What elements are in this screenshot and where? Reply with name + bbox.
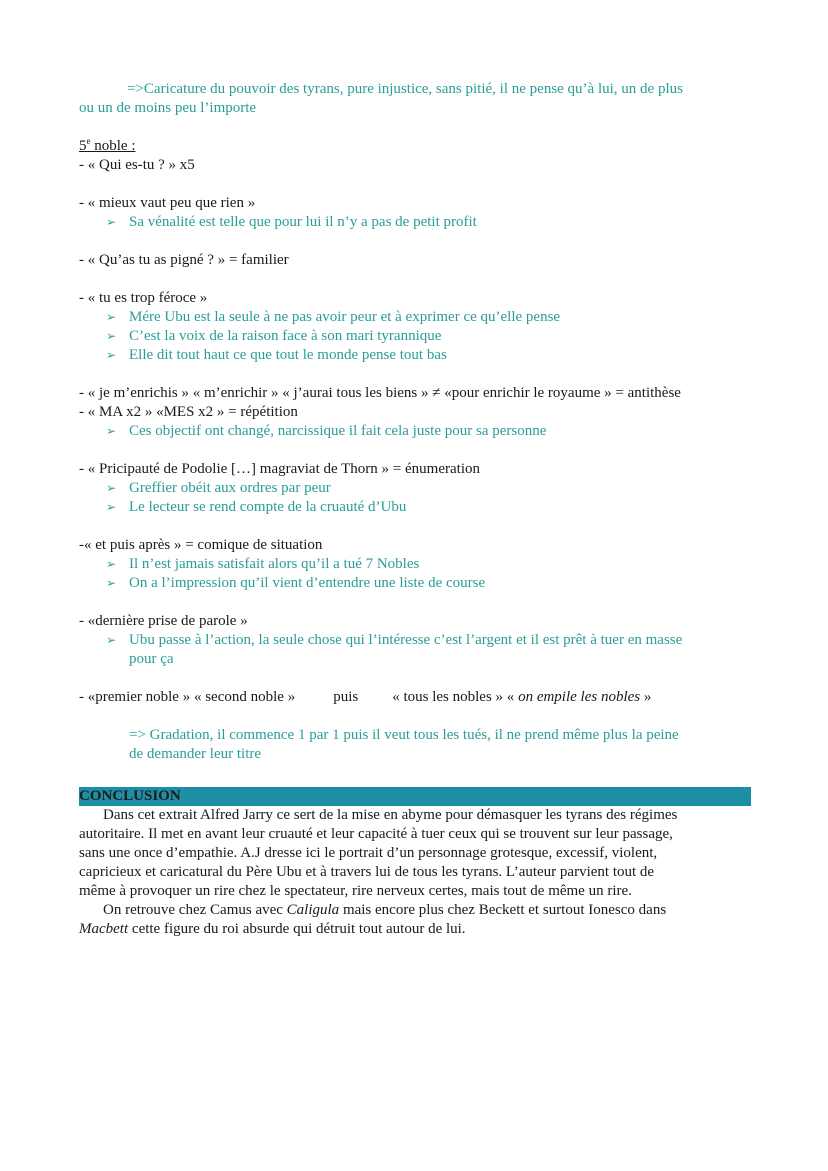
bullet-text: Elle dit tout haut ce que tout le monde pense tout bas — [129, 347, 447, 363]
gradation-line-1: => Gradation, il commence 1 par 1 puis il veut tous les tués, il ne prend même plus la peine — [129, 727, 679, 743]
item-qui: - « Qui es-tu ? » x5 — [79, 157, 195, 173]
item-pigne: - « Qu’as tu as pigné ? » = familier — [79, 252, 289, 268]
item-mieux: - « mieux vaut peu que rien » — [79, 195, 256, 211]
arrowhead-bullet-icon: ➢ — [106, 633, 117, 647]
item-premier — [79, 688, 751, 707]
conclusion-p2-caligula: Caligula — [286, 902, 340, 918]
arrowhead-bullet-icon: ➢ — [106, 500, 117, 514]
bullet-text: Ces objectif ont changé, narcissique il fait cela juste pour sa personne — [129, 423, 547, 439]
section-heading — [79, 137, 751, 156]
conclusion-p1-line-4: capricieux et caricatural du Père Ubu et à travers lui de tous les tyrans. L’auteur parvient tout de — [79, 864, 655, 880]
arrowhead-bullet-icon: ➢ — [106, 481, 117, 495]
premier-part-b: « tous les nobles » « — [392, 689, 519, 705]
conclusion-paragraph-1 — [79, 806, 751, 901]
bullet-text: Sa vénalité est telle que pour lui il n’y a pas de petit profit — [129, 214, 477, 230]
bullet-text — [129, 631, 751, 669]
bullet-item — [79, 574, 751, 593]
heading-superscript: e — [86, 136, 91, 146]
conclusion-paragraph-2 — [79, 901, 751, 939]
bullet-text: Mére Ubu est la seule à ne pas avoir peur et à exprimer ce qu’elle pense — [129, 309, 561, 325]
conclusion-p1-line-2: autoritaire. Il met en avant leur cruauté et leur capacité à tuer ceux qui se trouvent sur leur passage, — [79, 826, 673, 842]
bullet-text: Greffier obéit aux ordres par peur — [129, 480, 331, 496]
bullet-item — [79, 555, 751, 574]
conclusion-p2-part-a: On retrouve chez Camus avec — [103, 902, 287, 918]
gradation-line-2: de demander leur titre — [129, 746, 262, 762]
conclusion-p1-line-5: même à provoquer un rire chez le spectateur, rire nerveux certes, mais tout de même un rire. — [79, 883, 632, 899]
item-feroce: - « tu es trop féroce » — [79, 290, 208, 306]
bullet-item — [79, 498, 751, 517]
bullet-item — [79, 479, 751, 498]
arrowhead-bullet-icon: ➢ — [106, 424, 117, 438]
bullet-text: On a l’impression qu’il vient d’entendre une liste de course — [129, 575, 486, 591]
premier-part-a: - «premier noble » « second noble » — [79, 689, 296, 705]
conclusion-p2-macbett: Macbett — [79, 921, 129, 937]
bullet-item — [79, 308, 751, 327]
arrowhead-bullet-icon: ➢ — [106, 329, 117, 343]
arrowhead-bullet-icon: ➢ — [106, 557, 117, 571]
bullet-item — [79, 346, 751, 365]
item-apres: -« et puis après » = comique de situation — [79, 537, 323, 553]
intro-line-1: =>Caricature du pouvoir des tyrans, pure injustice, sans pitié, il ne pense qu’à lui, un de plus — [127, 81, 683, 97]
bullet-text: C’est la voix de la raison face à son mari tyrannique — [129, 328, 442, 344]
premier-emphasis: on empile les nobles — [518, 689, 641, 705]
arrowhead-bullet-icon: ➢ — [106, 310, 117, 324]
item-ma: - « MA x2 » «MES x2 » = répétition — [79, 404, 298, 420]
premier-puis: puis — [333, 689, 359, 705]
bullet-text-line-1: Ubu passe à l’action, la seule chose qui l’intéresse c’est l’argent et il est prêt à tuer en masse — [129, 632, 683, 648]
conclusion-p1-line-3: sans une once d’empathie. A.J dresse ici le portrait d’un personnage grotesque, excessif, violent, — [79, 845, 658, 861]
item-enrichis: - « je m’enrichis » « m’enrichir » « j’aurai tous les biens » ≠ «pour enrichir le royaume » = antithèse — [79, 385, 681, 401]
arrowhead-bullet-icon: ➢ — [106, 348, 117, 362]
conclusion-p1-line-1: Dans cet extrait Alfred Jarry ce sert de la mise en abyme pour démasquer les tyrans des régimes — [103, 807, 678, 823]
item-podolie: - « Pricipauté de Podolie […] magraviat de Thorn » = énumeration — [79, 461, 480, 477]
arrowhead-bullet-icon: ➢ — [106, 576, 117, 590]
heading-label: noble : — [90, 138, 136, 154]
premier-part-c: » — [640, 689, 652, 705]
bullet-text: Il n’est jamais satisfait alors qu’il a tué 7 Nobles — [129, 556, 420, 572]
intro-line-2: ou un de moins peu l’importe — [79, 100, 257, 116]
bullet-item — [79, 422, 751, 441]
bullet-text: Le lecteur se rend compte de la cruauté d’Ubu — [129, 499, 407, 515]
conclusion-p2-part-c: cette figure du roi absurde qui détruit tout autour de lui. — [128, 921, 466, 937]
bullet-item — [79, 631, 751, 669]
bullet-item — [79, 213, 751, 232]
heading-number: 5 — [79, 138, 87, 154]
conclusion-heading: CONCLUSION — [79, 787, 751, 806]
bullet-item — [79, 327, 751, 346]
arrowhead-bullet-icon: ➢ — [106, 215, 117, 229]
item-derniere: - «dernière prise de parole » — [79, 613, 248, 629]
conclusion-p2-part-b: mais encore plus chez Beckett et surtout Ionesco dans — [339, 902, 667, 918]
bullet-text-line-2: pour ça — [129, 651, 174, 667]
document-content — [79, 80, 751, 939]
